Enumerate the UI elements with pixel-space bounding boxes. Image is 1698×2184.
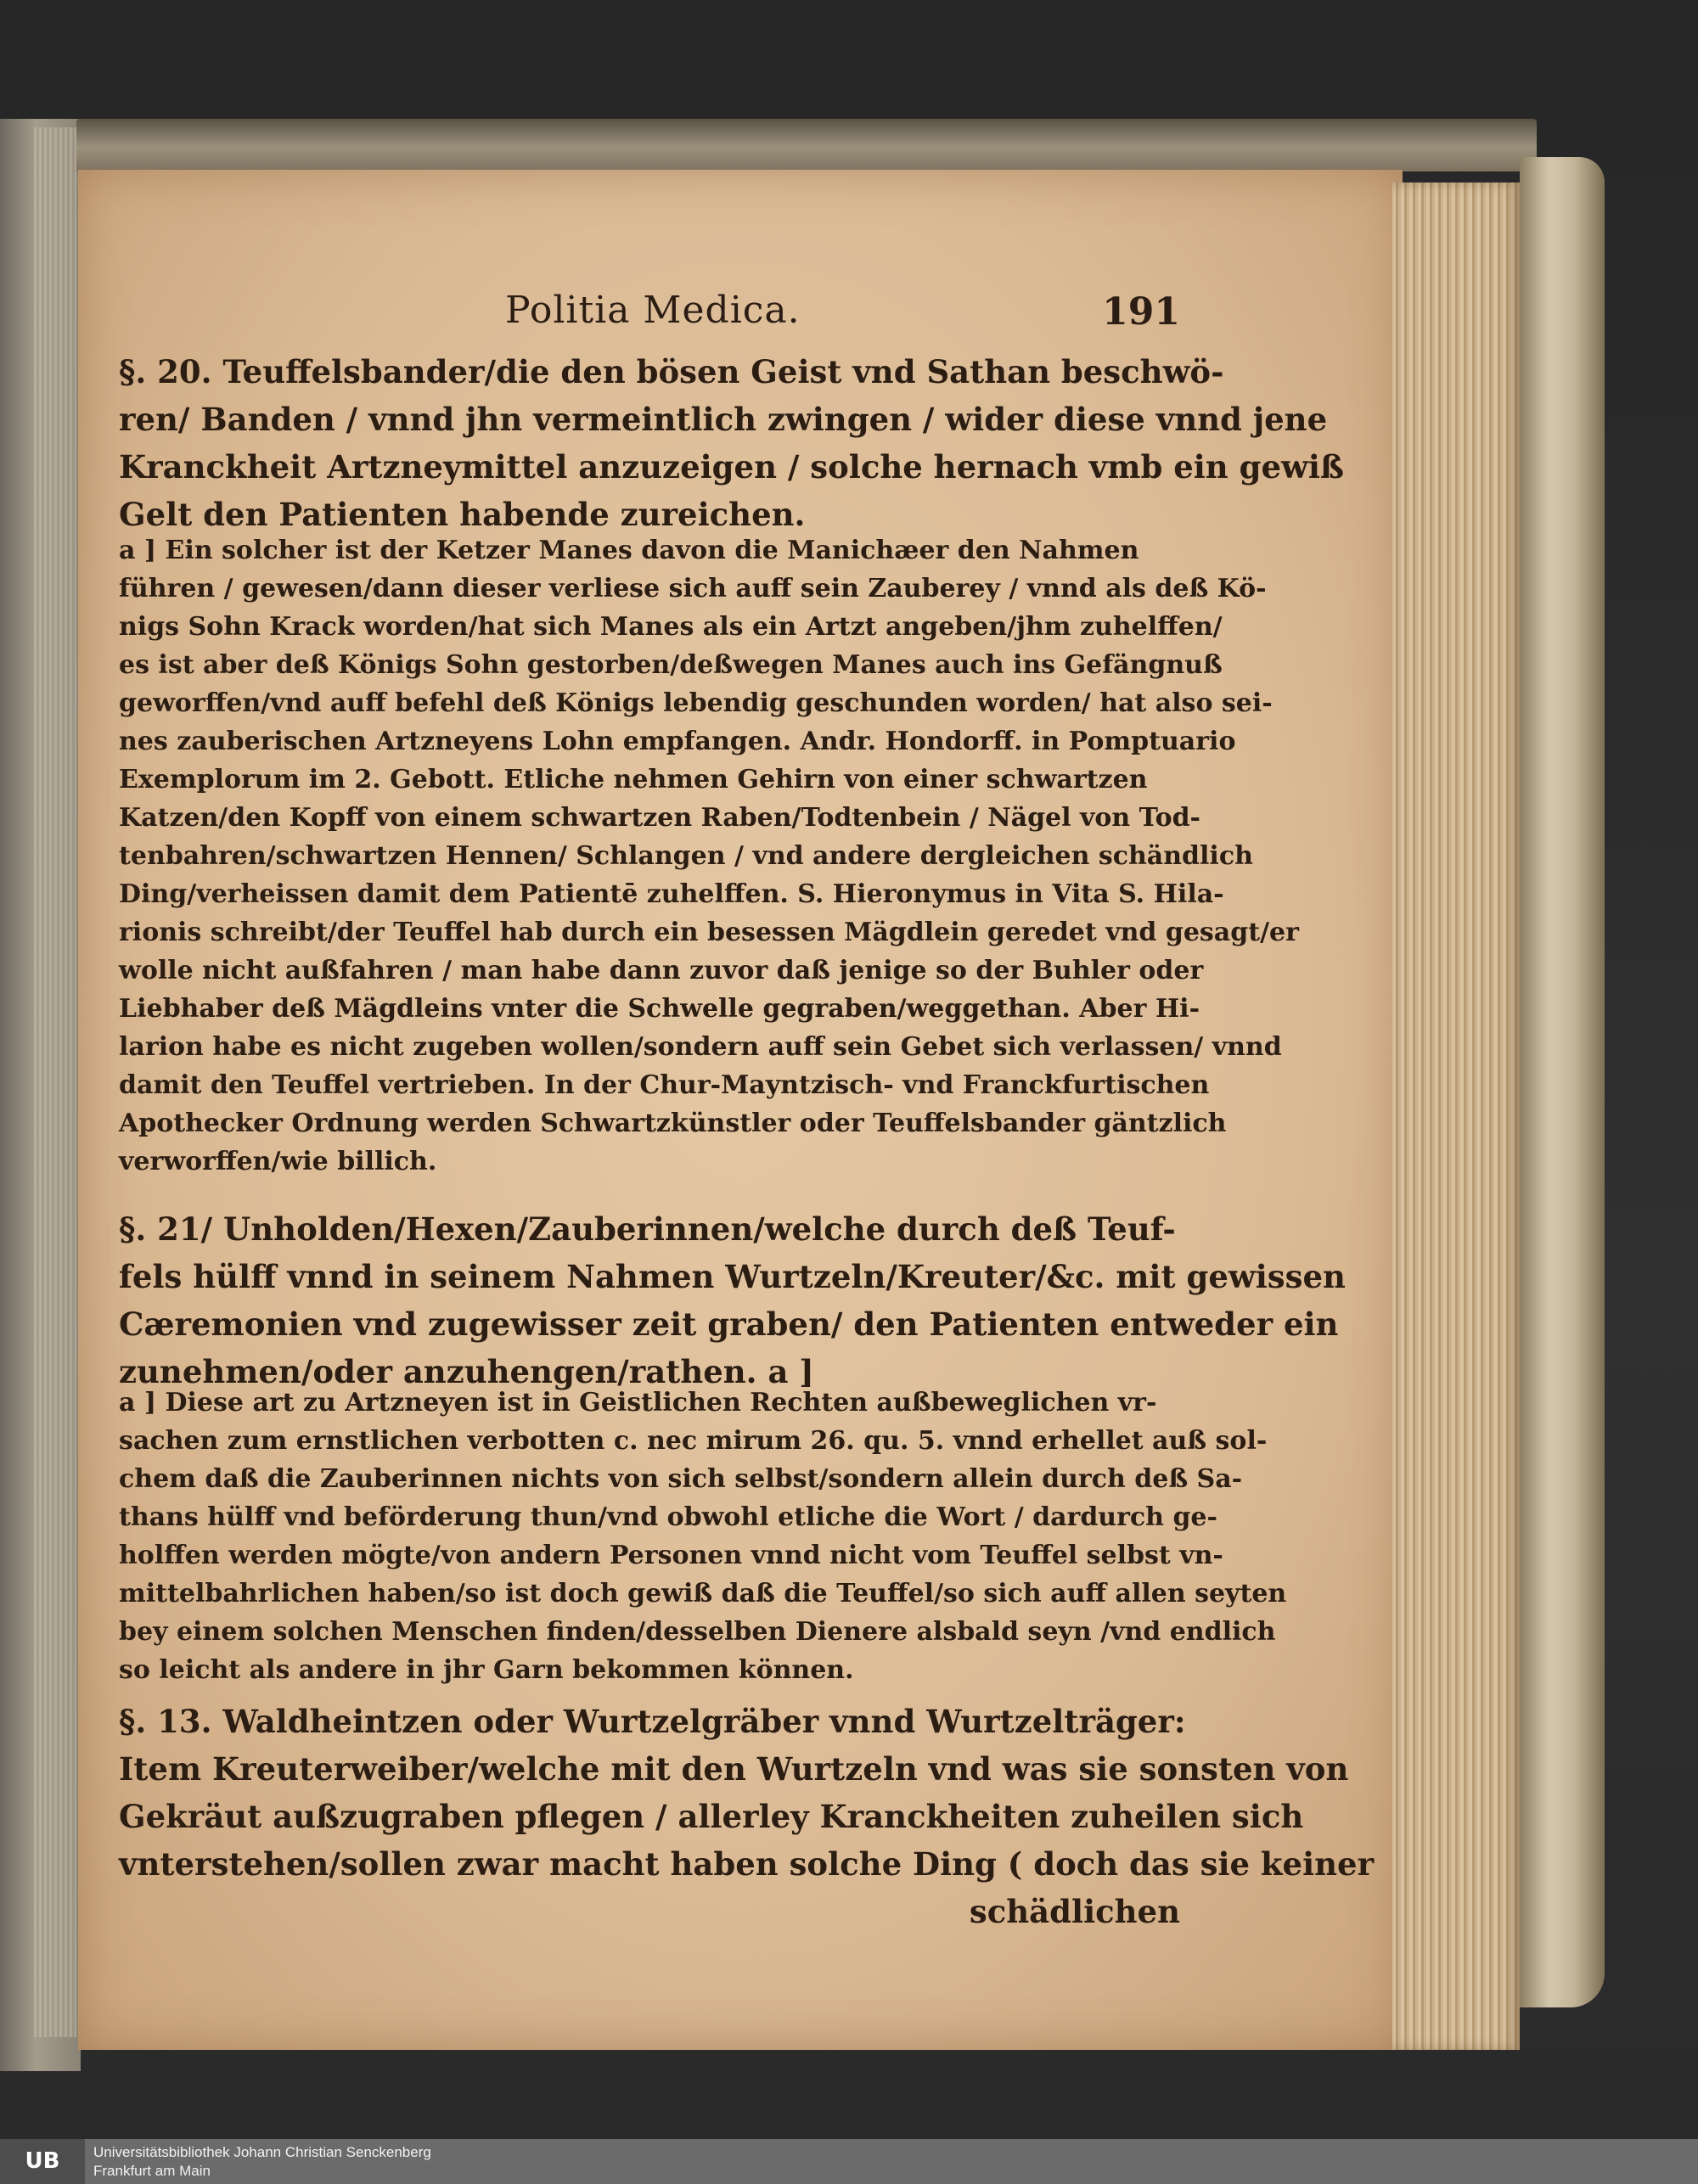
text-line: mittelbahrlichen haben/so ist doch gewiß daß die Teuffel/so sich auff allen seyten: [119, 1579, 1287, 1609]
page-stack-edge: [1392, 182, 1520, 2050]
text-line: nes zauberischen Artzneyens Lohn empfangen. Andr. Hondorff. in Pomptuario: [119, 727, 1236, 756]
ub-logo: UB: [0, 2139, 85, 2184]
section-20: [119, 348, 1344, 538]
vellum-cover: [1520, 157, 1605, 2007]
text-line: damit den Teuffel vertrieben. In der Chur-Mayntzisch- vnd Franckfurtischen: [119, 1070, 1210, 1100]
text-line: larion habe es nicht zugeben wollen/sondern auff sein Gebet sich verlassen/ vnnd: [119, 1032, 1282, 1062]
note-20: [119, 531, 1299, 1181]
text-line: thans hülff vnd beförderung thun/vnd obwohl etliche die Wort / dardurch ge-: [119, 1502, 1217, 1532]
text-line: geworffen/vnd auff befehl deß Königs lebendig geschunden worden/ hat also sei-: [119, 688, 1273, 718]
text-line: sachen zum ernstlichen verbotten c. nec mirum 26. qu. 5. vnnd erhellet auß sol-: [119, 1426, 1268, 1456]
text-line: Cæremonien vnd zugewisser zeit graben/ den Patienten entweder ein: [119, 1305, 1339, 1343]
library-city: Frankfurt am Main: [93, 2163, 211, 2179]
text-line: tenbahren/schwartzen Hennen/ Schlangen / vnd andere dergleichen schändlich: [119, 841, 1253, 871]
text-line: rionis schreibt/der Teuffel hab durch ein besessen Mägdlein geredet vnd gesagt/er: [119, 918, 1299, 947]
text-line: Liebhaber deß Mägdleins vnter die Schwelle gegraben/weggethan. Aber Hi-: [119, 994, 1200, 1024]
text-line: Ding/verheissen damit dem Patientē zuhelffen. S. Hieronymus in Vita S. Hila-: [119, 879, 1224, 909]
library-footer: [0, 2139, 1698, 2184]
library-name: Universitätsbibliothek Johann Christian Senckenberg: [93, 2144, 431, 2160]
text-line: vnterstehen/sollen zwar macht haben solche Ding ( doch das sie keiner: [119, 1845, 1375, 1883]
text-line: a ] Ein solcher ist der Ketzer Manes davon die Manichæer den Nahmen: [119, 536, 1139, 565]
text-line: §. 13. Waldheintzen oder Wurtzelgräber vnnd Wurtzelträger:: [119, 1703, 1186, 1740]
text-line: Katzen/den Kopff von einem schwartzen Raben/Todtenbein / Nägel von Tod-: [119, 803, 1201, 833]
text-line: es ist aber deß Königs Sohn gestorben/deßwegen Manes auch ins Gefängnuß: [119, 650, 1223, 680]
text-line: Gelt den Patienten habende zureichen.: [119, 496, 806, 533]
running-head: [119, 289, 1180, 340]
text-line: Exemplorum im 2. Gebott. Etliche nehmen Gehirn von einer schwartzen: [119, 765, 1148, 794]
book-head-band: [76, 119, 1537, 171]
catchword: schädlichen: [969, 1893, 1180, 1930]
text-line: §. 20. Teuffelsbander/die den bösen Geist vnd Sathan beschwö-: [119, 353, 1224, 390]
text-line: holffen werden mögte/von andern Personen vnnd nicht vom Teuffel selbst vn-: [119, 1541, 1223, 1570]
text-line: Kranckheit Artzneymittel anzuzeigen / solche hernach vmb ein gewiß: [119, 448, 1344, 486]
note-21: [119, 1384, 1287, 1689]
text-line: zunehmen/oder anzuhengen/rathen. a ]: [119, 1353, 814, 1390]
page-number: 191: [1102, 290, 1180, 334]
text-line: bey einem solchen Menschen finden/desselben Dienere alsbald seyn /vnd endlich: [119, 1617, 1276, 1647]
text-line: Apothecker Ordnung werden Schwartzkünstler oder Teuffelsbander gäntzlich: [119, 1109, 1227, 1138]
previous-page-fore-edge: [34, 127, 76, 2037]
text-line: nigs Sohn Krack worden/hat sich Manes als ein Artzt angeben/jhm zuhelffen/: [119, 612, 1223, 642]
text-line: wolle nicht außfahren / man habe dann zuvor daß jenige so der Buhler oder: [119, 956, 1204, 985]
text-line: führen / gewesen/dann dieser verliese sich auff sein Zauberey / vnnd als deß Kö-: [119, 574, 1267, 604]
text-line: verworffen/wie billich.: [119, 1147, 437, 1176]
text-line: fels hülff vnnd in seinem Nahmen Wurtzeln/Kreuter/&c. mit gewissen: [119, 1258, 1346, 1295]
text-line: so leicht als andere in jhr Garn bekommen können.: [119, 1655, 854, 1685]
text-line: Item Kreuterweiber/welche mit den Wurtzeln vnd was sie sonsten von: [119, 1750, 1349, 1788]
text-line: §. 21/ Unholden/Hexen/Zauberinnen/welche durch deß Teuf-: [119, 1210, 1176, 1248]
text-line: a ] Diese art zu Artzneyen ist in Geistlichen Rechten außbeweglichen vr-: [119, 1388, 1157, 1418]
section-21: [119, 1205, 1346, 1395]
section-13: [119, 1698, 1375, 1935]
text-line: Gekräut außzugraben pflegen / allerley Kranckheiten zuheilen sich: [119, 1798, 1304, 1835]
text-line: ren/ Banden / vnnd jhn vermeintlich zwingen / wider diese vnnd jene: [119, 401, 1328, 438]
running-title: Politia Medica.: [505, 289, 801, 332]
text-line: chem daß die Zauberinnen nichts von sich selbst/sondern allein durch deß Sa-: [119, 1464, 1243, 1494]
